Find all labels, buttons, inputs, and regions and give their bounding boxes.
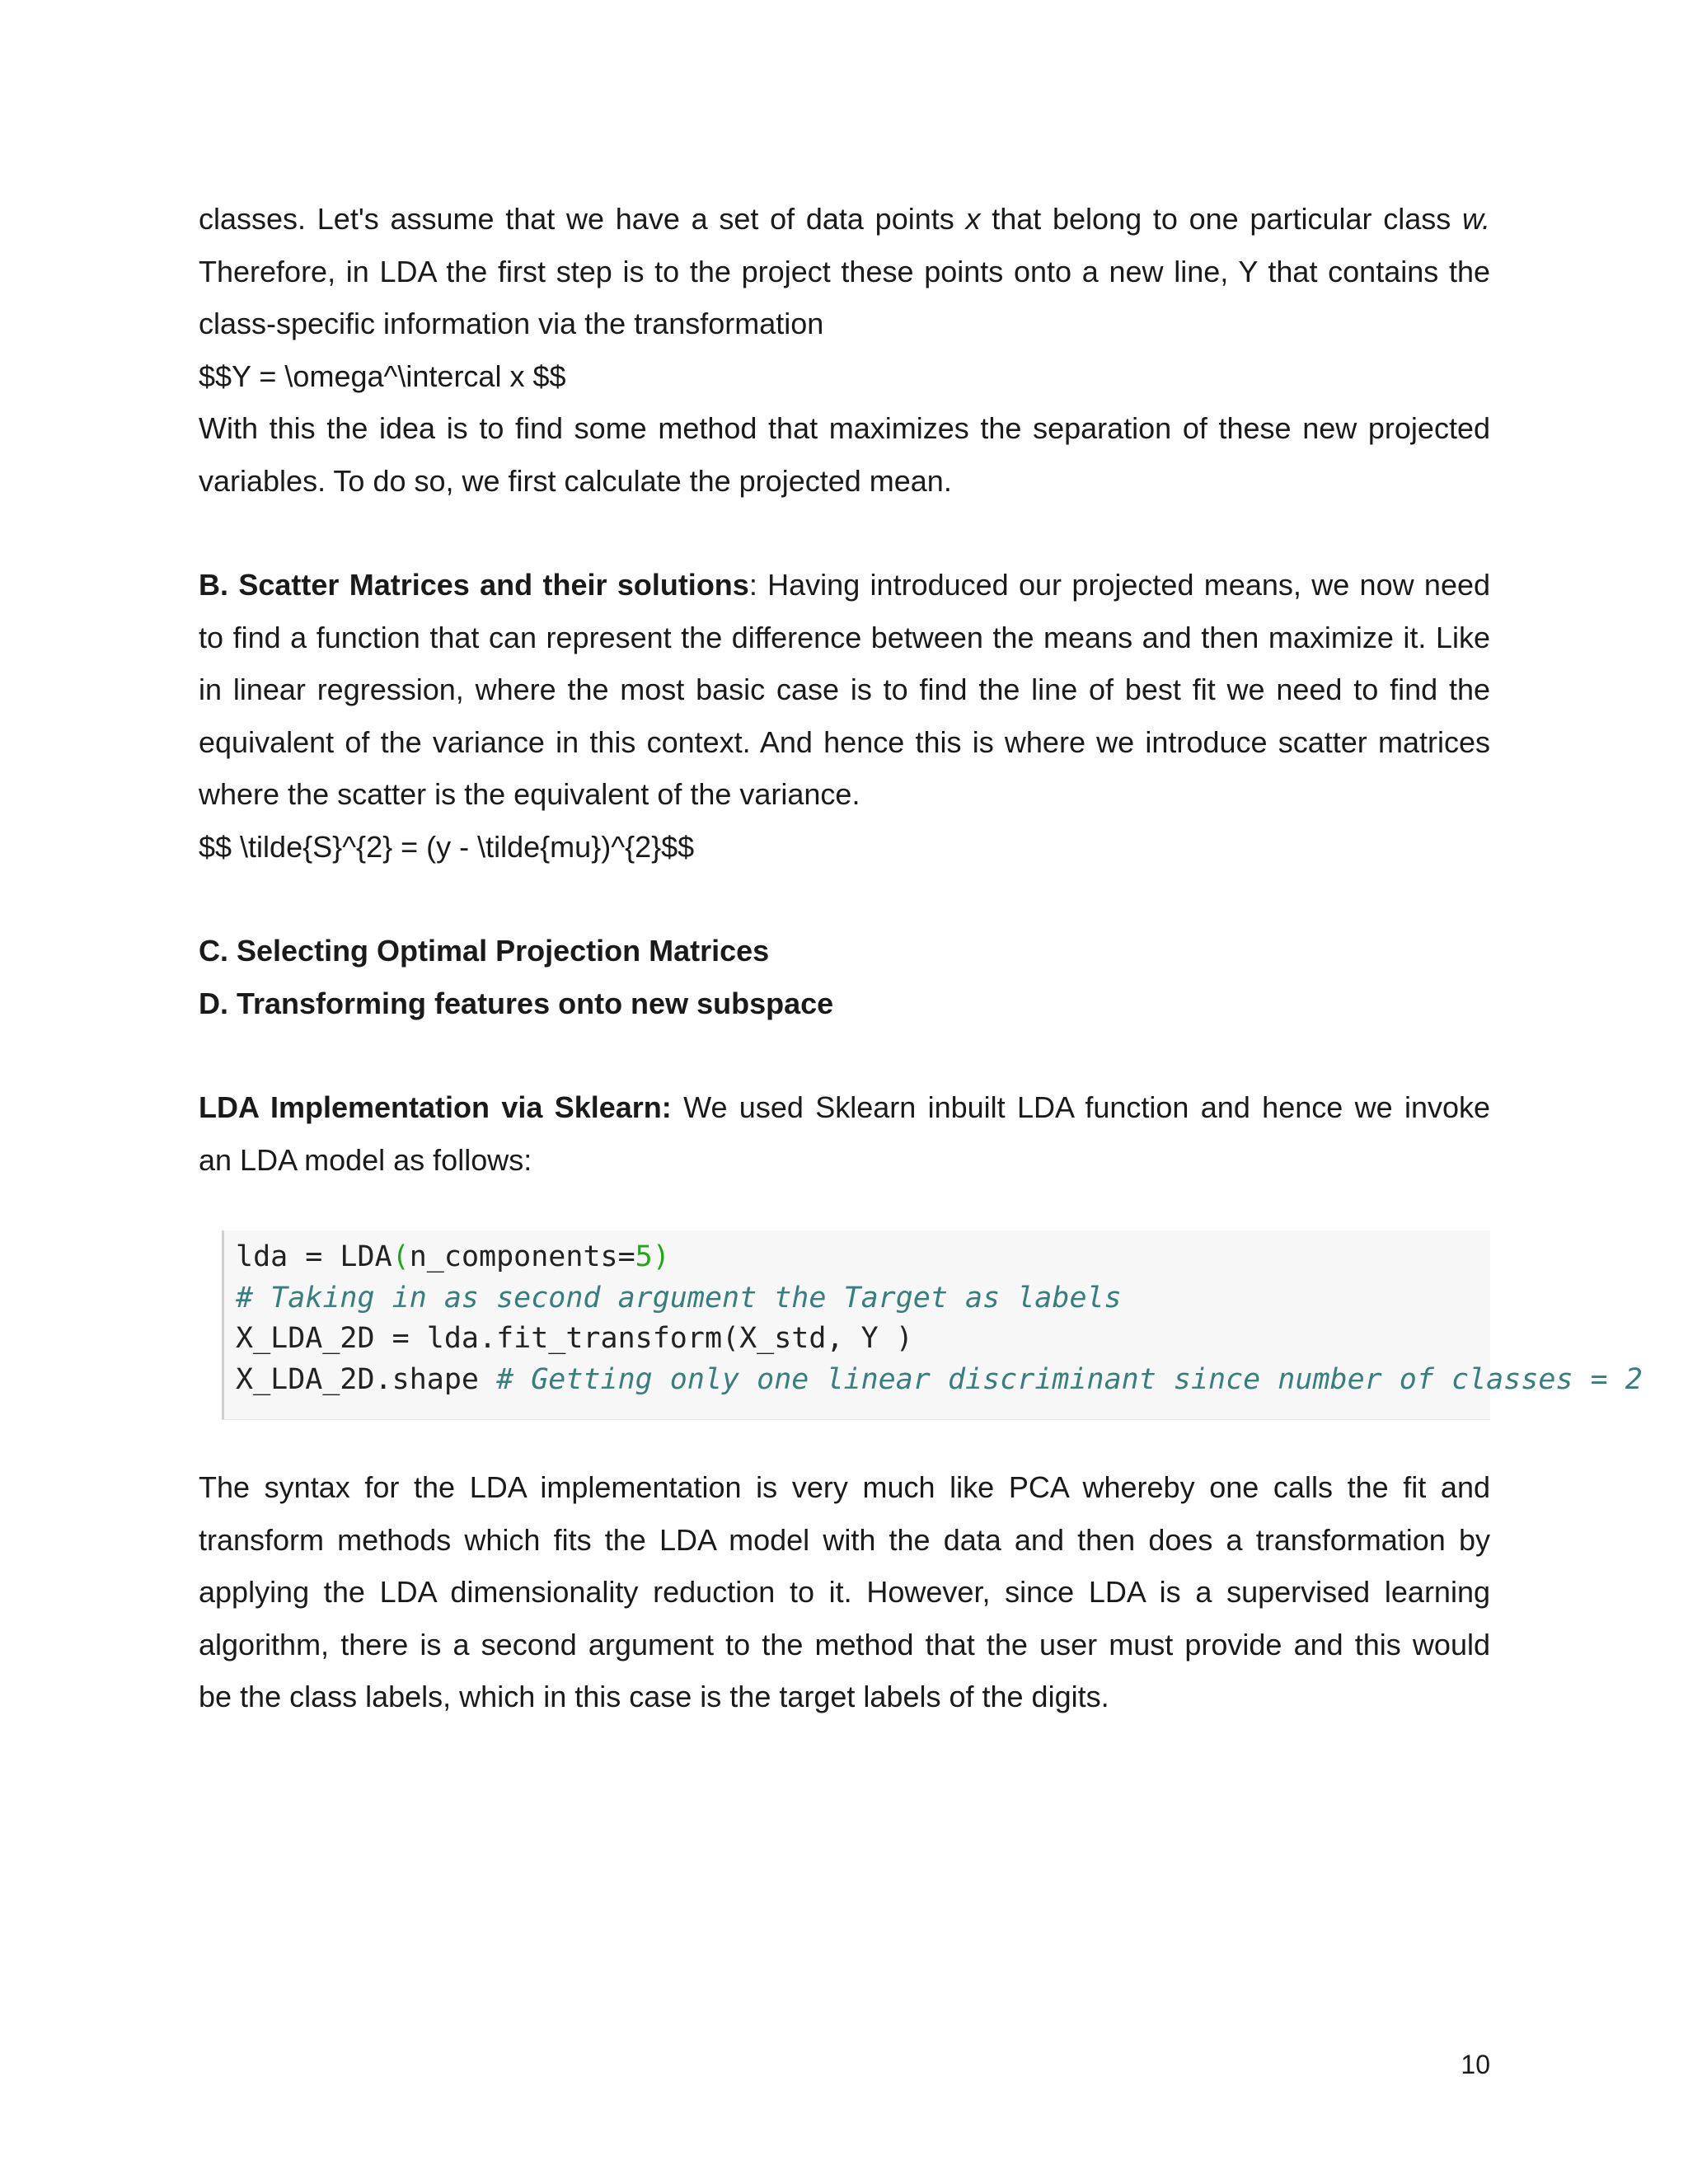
- implementation-paragraph: [199, 1081, 1490, 1186]
- section-b-line-4: equivalent of the variance in this context. And hence this is where we introduce scatter matrices: [199, 724, 1490, 759]
- section-c-heading: C. Selecting Optimal Projection Matrices: [199, 934, 770, 968]
- section-b-line-3: in linear regression, where the most basic case is to find the line of best fit we need to find the: [199, 673, 1490, 706]
- section-a-formula: $$Y = \omega^\intercal x $$: [199, 359, 566, 393]
- code-line-3: X_LDA_2D = lda.fit_transform(X_std, Y ): [236, 1322, 913, 1355]
- closing-line-4: algorithm, there is a second argument to the method that the user must provide and this would: [199, 1627, 1490, 1661]
- section-a-line-3: class-specific information via the transformation: [199, 307, 824, 340]
- section-a-line-2: Therefore, in LDA the first step is to the project these points onto a new line, Y that contains the: [199, 254, 1490, 288]
- page-number: 10: [1461, 2050, 1490, 2079]
- section-a-line-1-text: classes. Let's assume that we have a set of data points: [199, 202, 966, 236]
- section-b-lead: : Having introduced our projected means, we now need: [748, 568, 1491, 602]
- code-paren-open: (: [392, 1240, 410, 1273]
- code-line-1-arg: n_components=: [409, 1240, 635, 1273]
- section-a-line-6: variables. To do so, we first calculate the projected mean.: [199, 463, 952, 498]
- variable-x: x: [965, 202, 981, 236]
- section-d-heading: D. Transforming features onto new subspace: [199, 986, 834, 1020]
- section-a-line-1: [199, 193, 1490, 246]
- code-comment-1: # Taking in as second argument the Target as labels: [236, 1281, 1122, 1315]
- code-block: [222, 1230, 1643, 1420]
- section-a-line-1-mid: that belong to one particular class: [980, 202, 1462, 236]
- variable-w: w.: [1461, 202, 1490, 236]
- implementation-line-2: an LDA model as follows:: [199, 1142, 532, 1177]
- code-line-1-text: lda = LDA: [236, 1240, 392, 1273]
- implementation-lead: We used Sklearn inbuilt LDA function and hence we invoke: [671, 1090, 1491, 1124]
- closing-paragraph: [199, 1461, 1490, 1723]
- spacer: [199, 873, 1490, 925]
- section-a-paragraph: [199, 193, 1490, 507]
- section-b-line-5: where the scatter is the equivalent of the variance.: [199, 777, 860, 811]
- code-number: 5: [635, 1240, 653, 1273]
- spacer: [199, 1029, 1490, 1081]
- section-b-paragraph: [199, 559, 1490, 873]
- code-line-4-text: X_LDA_2D.shape: [236, 1362, 497, 1396]
- closing-line-2: transform methods which fits the LDA model with the data and then does a transformation by: [199, 1522, 1490, 1557]
- spacer: [199, 507, 1490, 559]
- section-b-line-2: to find a function that can represent the difference between the means and then maximize it. Like: [199, 620, 1490, 654]
- section-a-line-5: With this the idea is to find some method that maximizes the separation of these new projected: [199, 411, 1490, 445]
- document-page: [199, 193, 1643, 1723]
- section-b-heading: B. Scatter Matrices and their solutions: [199, 568, 749, 602]
- section-b-line-1: [199, 559, 1490, 612]
- closing-line-5: be the class labels, which in this case is the target labels of the digits.: [199, 1680, 1109, 1713]
- closing-line-3: applying the LDA dimensionality reduction to it. However, since LDA is a supervised learning: [199, 1575, 1490, 1609]
- implementation-line-1: [199, 1081, 1490, 1134]
- code-comment-2: # Getting only one linear discriminant since number of classes = 2: [496, 1362, 1643, 1396]
- section-b-formula: $$ \tilde{S}^{2} = (y - \tilde{mu})^{2}$$: [199, 829, 695, 864]
- code-paren-close: ): [652, 1240, 670, 1273]
- implementation-heading: LDA Implementation via Sklearn:: [199, 1090, 672, 1124]
- closing-line-1: The syntax for the LDA implementation is very much like PCA whereby one calls the fit and: [199, 1470, 1490, 1504]
